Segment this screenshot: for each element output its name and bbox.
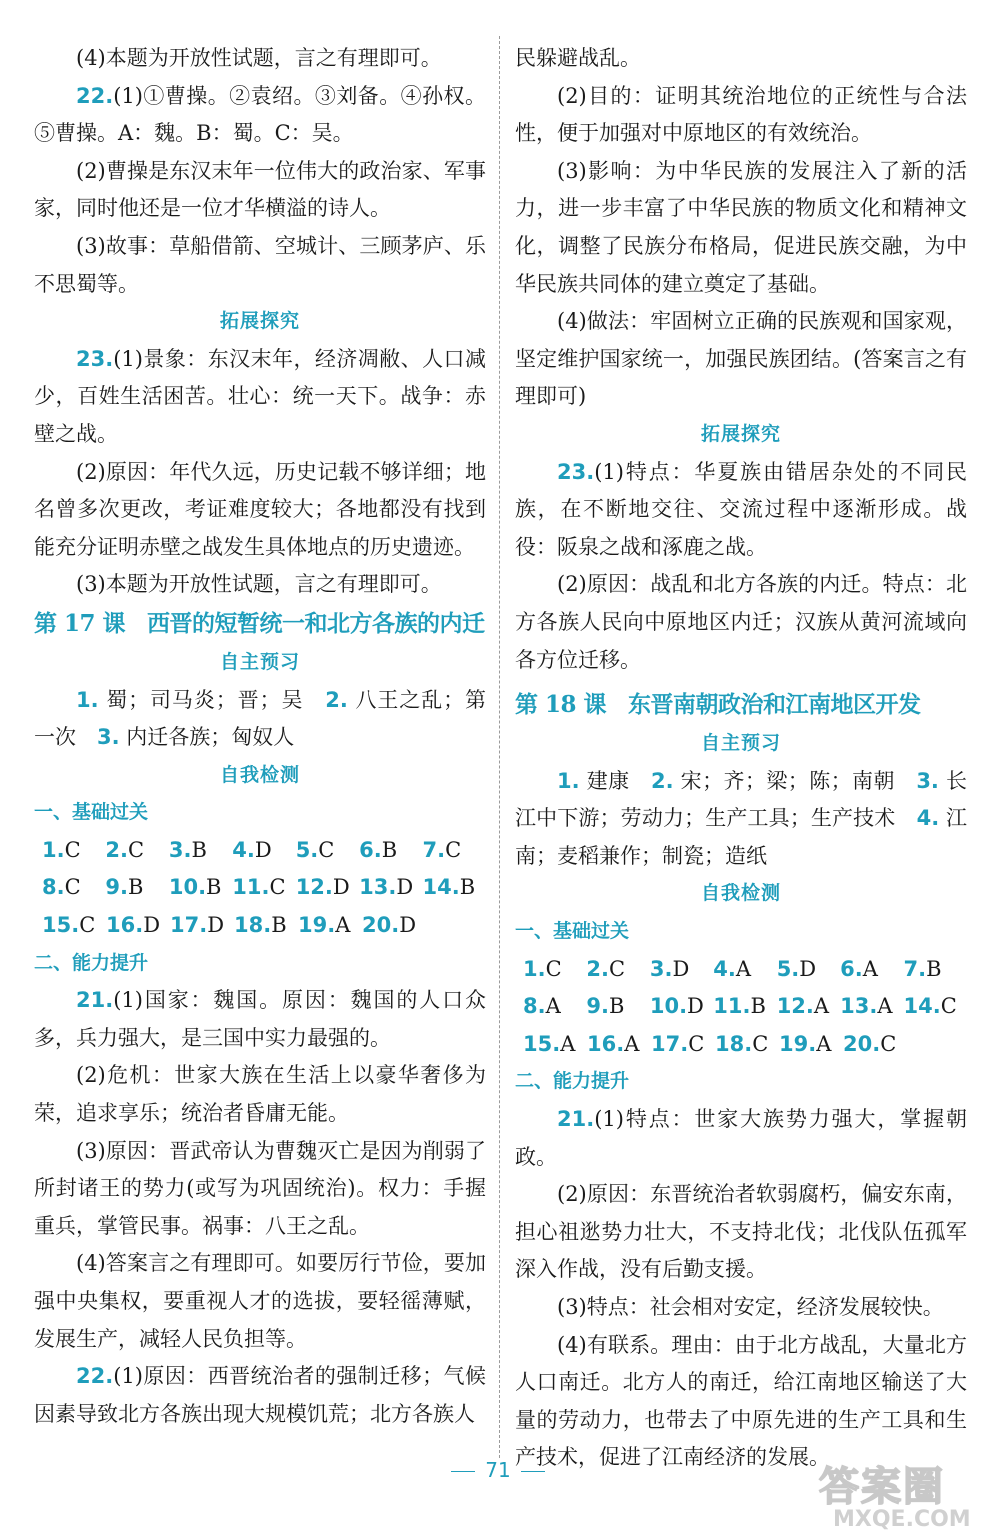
answer-text: 内迁各族；匈奴人 <box>126 725 295 750</box>
preview-answers <box>515 763 967 876</box>
mc-item: 16.A <box>587 1031 640 1056</box>
answer-text: (1)①曹操。②袁绍。③刘备。④孙权。⑤曹操。A：魏。B：蜀。C：吴。 <box>34 83 486 146</box>
mc-item: 2.C <box>105 837 145 862</box>
answer-22b-1 <box>34 1358 486 1433</box>
subheading-nengli: 二、能力提升 <box>515 1070 630 1093</box>
item-number: 3. <box>916 768 939 793</box>
answer-text: (1)国家：魏国。原因：魏国的人口众多，兵力强大，是三国中实力最强的。 <box>34 988 486 1050</box>
mc-item: 16.D <box>106 913 161 938</box>
subheading-nengli: 二、能力提升 <box>34 951 149 974</box>
mc-item: 7.B <box>903 956 942 981</box>
item-number: 1. <box>76 687 99 712</box>
answer-22-2: (2)曹操是东汉末年一位伟大的政治家、军事家，同时他还是一位才华横溢的诗人。 <box>34 158 486 221</box>
mc-item: 14.B <box>422 875 476 900</box>
mc-item: 18.C <box>715 1031 769 1056</box>
multiple-choice-answers <box>515 951 967 1064</box>
mc-item: 2.C <box>586 956 626 981</box>
mc-item: 6.B <box>359 837 398 862</box>
answer-text: 建康 <box>586 768 630 793</box>
mc-item: 20.D <box>362 913 417 938</box>
watermark-en: MXQE.COM <box>833 1507 971 1532</box>
question-number: 21. <box>557 1107 595 1132</box>
section-heading-jiance: 自我检测 <box>219 763 300 786</box>
item-number: 2. <box>325 687 348 712</box>
mc-item: 12.A <box>776 994 830 1019</box>
answer-text: 长江中下游；劳动力；生产工具；生产技术 <box>515 768 968 831</box>
answer-22-4-right: (4)做法：牢固树立正确的民族观和国家观，坚定维护国家统一，加强民族团结。(答案言之有理即可) <box>515 309 967 409</box>
mc-item: 18.B <box>234 913 287 938</box>
lesson-name: 东晋南朝政治和江南地区开发 <box>628 691 921 719</box>
answer-23-1 <box>34 341 486 454</box>
section-heading-jiance: 自我检测 <box>700 882 781 905</box>
mc-item: 15.C <box>42 913 96 938</box>
answer-text: 民躲避战乱。 <box>515 46 641 70</box>
item-number: 1. <box>557 768 580 793</box>
answer-21-1-right <box>515 1101 967 1176</box>
answer-21-4-right: (4)有联系。理由：由于北方战乱，大量北方人口南迁。北方人的南迁，给江南地区输送了大量的劳动力，也带去了中原先进的生产工具和生产技术，促进了江南经济的发展。 <box>515 1332 967 1470</box>
answer-22-1 <box>34 78 486 153</box>
watermark-cn: 答案圈 <box>819 1464 945 1510</box>
section-heading-yuxi: 自主预习 <box>219 650 300 673</box>
answer-text: (1)原因：西晋统治者的强制迁移；气候因素导致北方各族出现大规模饥荒；北方各族人 <box>34 1364 486 1426</box>
preview-answers <box>34 682 486 757</box>
question-number: 22. <box>76 83 114 108</box>
lesson-number: 第 18 课 <box>515 691 607 719</box>
answer-21-2-right: (2)原因：东晋统治者软弱腐朽，偏安东南，担心祖逖势力壮大，不支持北伐；北伐队伍孤军深入作战，没有后勤支援。 <box>515 1182 967 1282</box>
answer-text: 八王之乱；第一次 <box>34 687 487 750</box>
item-number: 4. <box>916 806 940 831</box>
watermark-logo <box>815 1460 985 1532</box>
mc-item: 15.A <box>523 1031 576 1056</box>
mc-item: 5.C <box>295 837 335 862</box>
answer-21-4: (4)答案言之有理即可。如要厉行节俭，要加强中央集权，要重视人才的选拔，要轻徭薄赋，发展生产，减轻人民负担等。 <box>34 1251 486 1351</box>
question-number: 21. <box>76 988 114 1013</box>
mc-item: 13.A <box>840 994 893 1019</box>
multiple-choice-answers <box>34 832 486 945</box>
mc-row <box>515 1026 967 1064</box>
answer-22-3-right: (3)影响：为中华民族的发展注入了新的活力，进一步丰富了中华民族的物质文化和精神文化，调整了民族分布格局，促进民族交融，为中华民族共同体的建立奠定了基础。 <box>515 158 967 296</box>
answer-text: 江南；麦稻兼作；制瓷；造纸 <box>515 806 967 868</box>
footer-dash <box>521 1471 545 1472</box>
mc-item: 17.C <box>651 1031 705 1056</box>
answer-text: 宋；齐；梁；陈；南朝 <box>680 768 895 793</box>
mc-item: 9.B <box>586 994 625 1019</box>
mc-item: 11.B <box>713 994 766 1019</box>
mc-item: 11.C <box>232 875 286 900</box>
section-heading-tuozhan: 拓展探究 <box>700 422 781 445</box>
mc-item: 17.D <box>170 913 225 938</box>
answer-21-2: (2)危机：世家大族在生活上以豪华奢侈为荣，追求享乐；统治者昏庸无能。 <box>34 1063 486 1126</box>
answer-23-2: (2)原因：年代久远，历史记载不够详细；地名曾多次更改，考证难度较大；各地都没有找到能充分证明赤壁之战发生具体地点的历史遗迹。 <box>34 459 486 559</box>
mc-item: 19.A <box>298 913 351 938</box>
mc-item: 10.D <box>649 994 704 1019</box>
mc-row <box>34 907 486 945</box>
mc-item: 19.A <box>779 1031 832 1056</box>
answer-23-1-right <box>515 454 967 567</box>
subheading-jichu: 一、基础过关 <box>515 920 630 943</box>
question-number: 23. <box>557 459 595 484</box>
mc-item: 20.C <box>843 1031 897 1056</box>
mc-item: 8.C <box>42 875 81 900</box>
mc-row <box>515 951 967 989</box>
mc-item: 8.A <box>523 994 561 1019</box>
lesson-17-title <box>34 604 486 644</box>
mc-item: 1.C <box>523 956 562 981</box>
answer-22-2-right: (2)目的：证明其统治地位的正统性与合法性，便于加强对中原地区的有效统治。 <box>515 83 967 146</box>
mc-item: 3.B <box>168 837 207 862</box>
answer-22-3: (3)故事：草船借箭、空城计、三顾茅庐、乐不思蜀等。 <box>34 233 486 296</box>
answer-text: 蜀；司马炎；晋；吴 <box>106 687 304 712</box>
mc-item: 4.A <box>713 956 752 981</box>
footer-dash <box>451 1471 475 1472</box>
section-heading-tuozhan: 拓展探究 <box>219 310 300 333</box>
mc-item: 3.D <box>649 956 690 981</box>
answer-text: (1)特点：世家大族势力强大，掌握朝政。 <box>515 1107 967 1169</box>
mc-row <box>515 988 967 1026</box>
mc-item: 6.A <box>840 956 878 981</box>
lesson-name: 西晋的短暂统一和北方各族的内迁 <box>147 609 485 637</box>
question-number: 22. <box>76 1364 114 1389</box>
answer-text: (4)本题为开放性试题，言之有理即可。 <box>76 46 442 70</box>
answer-21-3-right: (3)特点：社会相对安定，经济发展较快。 <box>557 1295 944 1319</box>
answer-23-3: (3)本题为开放性试题，言之有理即可。 <box>76 572 442 597</box>
page-number: 71 <box>485 1458 511 1482</box>
answer-text: (1)景象：东汉末年，经济凋敝、人口减少，百姓生活困苦。壮心：统一天下。战争：赤壁之战。 <box>34 346 486 446</box>
left-column <box>34 40 486 1433</box>
mc-row <box>34 869 486 907</box>
mc-item: 1.C <box>42 837 81 862</box>
question-number: 23. <box>76 346 114 371</box>
mc-item: 5.D <box>776 956 817 981</box>
item-number: 2. <box>650 768 674 793</box>
answer-21-1 <box>34 982 486 1057</box>
mc-row <box>34 832 486 870</box>
mc-item: 9.B <box>105 875 144 900</box>
answer-text: (1)特点：华夏族由错居杂处的不同民族，在不断地交往、交流过程中逐渐形成。战役：阪泉之战和涿鹿之战。 <box>515 459 967 559</box>
section-heading-yuxi: 自主预习 <box>700 732 781 755</box>
mc-item: 14.C <box>903 994 957 1019</box>
column-divider <box>499 36 500 1458</box>
answer-21-3: (3)原因：晋武帝认为曹魏灭亡是因为削弱了所封诸王的势力(或写为巩固统治)。权力：手握重兵，掌管民事。祸事：八王之乱。 <box>34 1138 486 1238</box>
subheading-jichu: 一、基础过关 <box>34 801 149 824</box>
mc-item: 12.D <box>295 875 350 900</box>
mc-item: 4.D <box>232 837 272 862</box>
mc-item: 10.B <box>168 875 222 900</box>
answer-23-2-right: (2)原因：战乱和北方各族的内迁。特点：北方各族人民向中原地区内迁；汉族从黄河流域向各方位迁移。 <box>515 572 967 672</box>
right-column <box>515 40 967 1477</box>
item-number: 3. <box>97 725 120 750</box>
lesson-number: 第 17 课 <box>34 609 126 637</box>
mc-item: 13.D <box>359 875 414 900</box>
lesson-18-title <box>515 685 967 725</box>
mc-item: 7.C <box>422 837 462 862</box>
